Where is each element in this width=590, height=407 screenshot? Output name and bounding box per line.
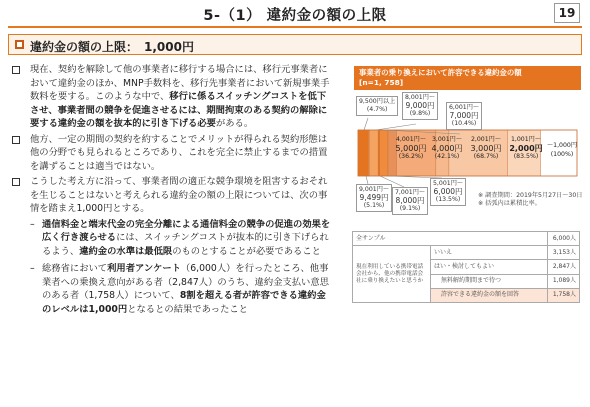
sub-item-text: のものとすることが必要であること	[172, 245, 321, 257]
bar-segment-3	[378, 130, 380, 176]
square-bullet-icon	[12, 178, 20, 186]
segment-label-2000: 1,001円～ 2,000円 (83.5%)	[509, 136, 543, 160]
table-cell: 3,153人	[548, 246, 580, 260]
leader-line-1	[376, 124, 416, 130]
table-cell: 6,000人	[548, 232, 580, 246]
table-cell: はい・検討してもよい	[431, 260, 548, 274]
paragraph-text: こうした考え方に沿って、事業者間の適正な競争環境を阻害するおそれを生じることはないと考えられる違約金の額の上限については、次の事情を踏まえ1,000円とする。	[30, 176, 328, 214]
sub-item-emphasis: 違約金の水準は最低限	[79, 245, 173, 257]
bubble-label-6000: 5,001円～ 6,000円 (13.5%)	[430, 178, 466, 206]
sub-item-survey	[8, 262, 333, 316]
table-cell: 全サンプル	[353, 232, 548, 246]
sub-item-emphasis: 8割を超える者が許容できる違約金のレベルは1,000円	[42, 290, 326, 315]
chart-title: 事業者の乗り換えにおいて許容できる違約金の額	[359, 68, 522, 77]
chart-notes	[478, 192, 582, 208]
leader-line-0	[364, 118, 368, 130]
page-number: 19	[554, 3, 580, 23]
table-cell: 無料解約期間まで待つ	[431, 274, 548, 288]
bubble-label-8000: 7,001円～ 8,000円 (9.1%)	[392, 187, 428, 215]
table-cell: 1,758人	[548, 288, 580, 302]
sub-item-competition	[8, 218, 333, 259]
bubble-label-9000: 8,001円～ 9,000円 (9.8%)	[402, 92, 438, 120]
segment-label-5000: 4,001円～ 5,000円 (36.2%)	[395, 136, 427, 160]
dash-bullet-icon: –	[30, 263, 35, 274]
segment-label-1000: ～1,000円 (100%)	[546, 142, 578, 158]
table-cell: 1,089人	[548, 274, 580, 288]
bubble-label-9500: 9,500円以上 (4.7%)	[356, 96, 398, 116]
paragraph-text: 他方、一定の期間の契約を約することでメリットが得られる契約形態は他の分野でも見られるところであり、これを完全に禁止するまでの措置を講ずることは適当ではない。	[30, 133, 328, 172]
segment-label-3000: 2,001円～ 3,000円 (68.7%)	[470, 136, 502, 160]
chart-header	[354, 66, 581, 90]
title-divider	[8, 26, 582, 28]
square-bullet-icon	[12, 66, 20, 74]
square-bullet-icon	[15, 40, 24, 49]
table-row	[353, 246, 580, 260]
body-text-column	[8, 63, 333, 320]
bubble-label-7000: 6,001円～ 7,000円 (10.4%)	[446, 102, 482, 130]
paragraph-text: 現在、契約を解除して他の事業者に移行する場合には、移行元事業者において違約金のほか、MNP手数料を、移行先事業者において新規事業手数料を要する。このような中で、	[30, 64, 330, 102]
page-title: 5-（1） 違約金の額の上限	[203, 8, 387, 24]
headline-text: 違約金の額の上限： 1,000円	[30, 40, 194, 54]
bar-segment-4	[380, 130, 388, 176]
paragraph-emphasis: 移行に係るスイッチングコストを低下させ、事業者間の競争を促進させるには、期間拘束のある契約の解除に要する違約金の額を抜本的に引き下げる必要	[30, 91, 328, 129]
paragraph-text: がある。	[215, 118, 254, 129]
table-cell: 2,847人	[548, 260, 580, 274]
paragraph-switching-cost	[8, 63, 333, 131]
headline-box	[8, 34, 582, 55]
sub-item-text: 総務省において	[42, 263, 108, 274]
sub-item-emphasis: 利用者アンケート	[107, 263, 181, 274]
leader-line-3	[366, 176, 368, 184]
bubble-label-9499: 9,001円～ 9,499円 (5.1%)	[356, 184, 392, 212]
square-bullet-icon	[12, 136, 20, 144]
paragraph-contract-forms	[8, 133, 333, 174]
chart-note: ※ 括弧内は累積比率。	[478, 200, 541, 207]
segment-label-4000: 3,001円～ 4,000円 (42.1%)	[431, 136, 463, 160]
table-row	[353, 232, 580, 246]
survey-table	[352, 231, 580, 303]
sub-item-text: （6,000人）を行ったところ、他事業者への乗換え意向がある者（2,847人）のうち、違約金支払い意思のある者（1,758人）について、	[42, 263, 329, 301]
paragraph-upper-limit	[8, 175, 333, 216]
table-cell: 許容できる違約金の額を回答	[431, 288, 548, 302]
sub-item-text: となるとの結果であったこと	[127, 303, 248, 315]
sub-item-text: には、スイッチングコストが抜本的に引き下げられるよう、	[42, 232, 329, 257]
bar-segment-2	[369, 130, 378, 176]
bar-segment-0	[358, 130, 368, 176]
chart-subtitle: [n=1, 758]	[359, 78, 404, 87]
sub-item-emphasis: 通信料金と端末代金の完全分離による通信料金の競争の促進の効果を広く行き渡らせる	[42, 218, 331, 243]
table-cell: 現在利用している携帯電話会社から、他の携帯電話会社に乗り換えたいと思うか	[353, 246, 431, 303]
chart-note: ※ 調査期間：2019年5月27日～30日	[478, 192, 583, 199]
table-cell: いいえ	[431, 246, 548, 260]
dash-bullet-icon: –	[30, 218, 35, 230]
